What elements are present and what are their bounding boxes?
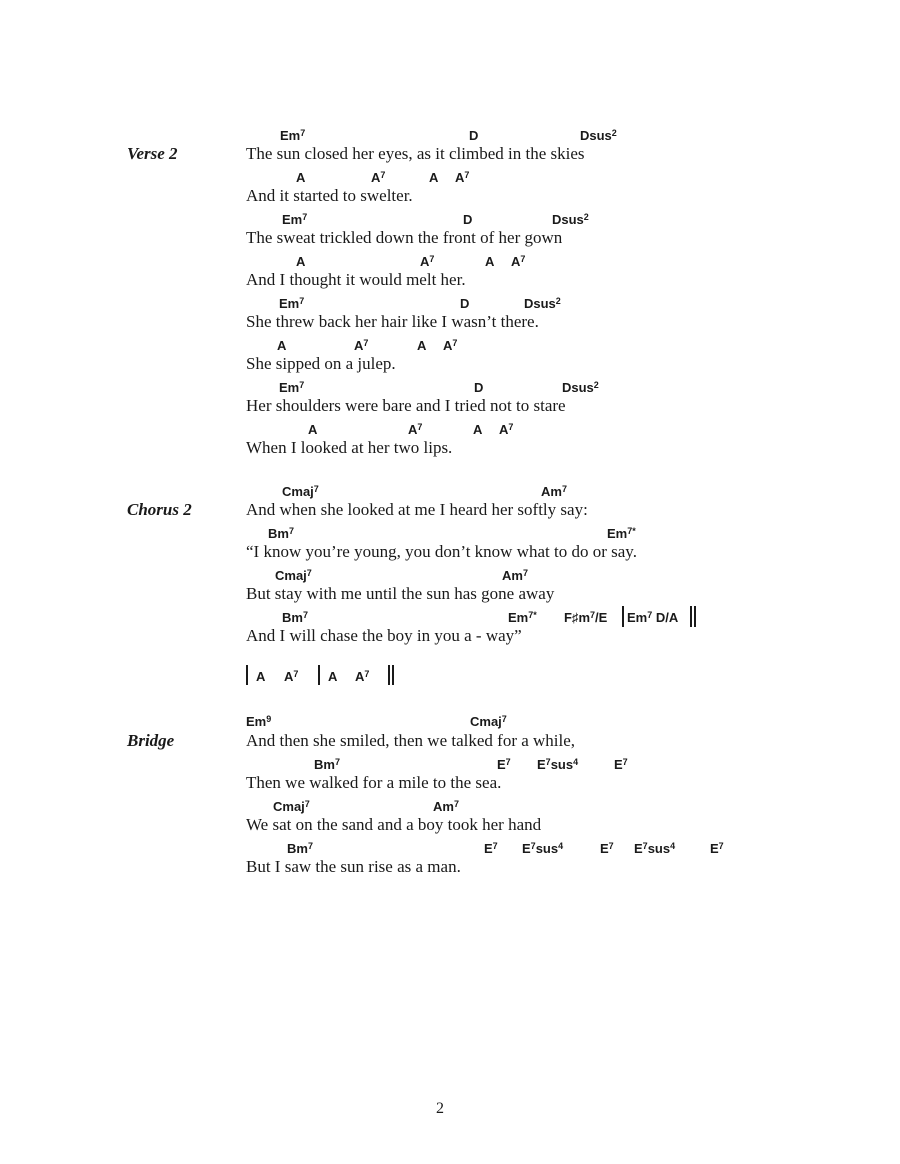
chord-fsharp-m7-over-e: $F♯m^7/E$ bbox=[564, 610, 608, 625]
chord-cmaj7: Cmaj$^7$ bbox=[470, 714, 507, 729]
chord-a7: $A^7$ bbox=[455, 170, 470, 185]
bar-line bbox=[694, 606, 696, 627]
chord-am7: Am$^7$ bbox=[433, 799, 459, 814]
lyric-line: Her shoulders were bare and I tried not to stare bbox=[246, 396, 566, 415]
chord-em7-d-over-a: Em$^7$ D/A bbox=[627, 610, 679, 625]
lyric-line: And then she smiled, then we talked for a while, bbox=[246, 731, 576, 750]
bar-line bbox=[392, 665, 394, 685]
chord-a7: $A^7$ bbox=[284, 669, 299, 684]
chord-e7sus4: $E^7sus^4$ bbox=[634, 841, 676, 856]
chord-em7-star: $Em^{7*}$ bbox=[607, 526, 636, 541]
chord-a: A bbox=[328, 669, 338, 684]
chord-cmaj7: Cmaj$^7$ bbox=[275, 568, 312, 583]
chord-a7: $A^7$ bbox=[354, 338, 369, 353]
chord-am7: Am$^7$ bbox=[502, 568, 528, 583]
chord-em9: Em$^9$ bbox=[246, 714, 272, 729]
chord-e7sus4: $E^7sus^4$ bbox=[522, 841, 564, 856]
chord-em7: Em$^7$ bbox=[279, 296, 305, 311]
chord-a: A bbox=[256, 669, 266, 684]
chord-bm7: Bm$^7$ bbox=[268, 526, 294, 541]
chord-e7: $E^7$ bbox=[497, 757, 511, 772]
lyric-line: She threw back her hair like I wasn’t there. bbox=[246, 312, 539, 331]
chord-a: A bbox=[473, 422, 483, 437]
chord-a7: $A^7$ bbox=[499, 422, 514, 437]
chord-a7: $A^7$ bbox=[420, 254, 435, 269]
chord-d: D bbox=[463, 212, 473, 227]
lyric-line: She sipped on a julep. bbox=[246, 354, 396, 373]
bar-line bbox=[246, 665, 248, 685]
lyric-line: And it started to swelter. bbox=[246, 186, 413, 205]
chord-a: A bbox=[296, 254, 306, 269]
chord-d: D bbox=[460, 296, 470, 311]
lyric-line: Then we walked for a mile to the sea. bbox=[246, 773, 502, 792]
lyric-line: The sweat trickled down the front of her gown bbox=[246, 228, 563, 247]
chord-a7: $A^7$ bbox=[511, 254, 526, 269]
chord-em7-star: $Em^{7*}$ bbox=[508, 610, 537, 625]
lyric-line: And I will chase the boy in you a - way” bbox=[246, 626, 522, 645]
chord-dsus2: Dsus$^2$ bbox=[562, 380, 599, 395]
chord-dsus2: Dsus$^2$ bbox=[552, 212, 589, 227]
lyric-line: We sat on the sand and a boy took her hand bbox=[246, 815, 542, 834]
chord-d: D bbox=[474, 380, 484, 395]
chord-cmaj7: Cmaj$^7$ bbox=[282, 484, 319, 499]
chord-a7: $A^7$ bbox=[355, 669, 370, 684]
chord-e7: $E^7$ bbox=[600, 841, 614, 856]
chord-a7: $A^7$ bbox=[408, 422, 423, 437]
chord-a: A bbox=[485, 254, 495, 269]
lyric-line: When I looked at her two lips. bbox=[246, 438, 453, 457]
chord-e7: $E^7$ bbox=[710, 841, 724, 856]
chord-a: A bbox=[296, 170, 306, 185]
lyric-line: But I saw the sun rise as a man. bbox=[246, 857, 461, 876]
chord-dsus2: Dsus$^2$ bbox=[580, 128, 617, 143]
chord-e7sus4: $E^7sus^4$ bbox=[537, 757, 579, 772]
lyric-line: But stay with me until the sun has gone away bbox=[246, 584, 555, 603]
lyric-line: And when she looked at me I heard her softly say: bbox=[246, 500, 588, 519]
lyric-line: The sun closed her eyes, as it climbed in the skies bbox=[246, 144, 585, 163]
page-number: 2 bbox=[436, 1100, 444, 1117]
chord-a: A bbox=[277, 338, 287, 353]
chord-a: A bbox=[308, 422, 318, 437]
chord-a: A bbox=[417, 338, 427, 353]
lyric-line: “I know you’re young, you don’t know what to do or say. bbox=[246, 542, 637, 561]
bar-line bbox=[318, 665, 320, 685]
chord-d: D bbox=[469, 128, 479, 143]
chord-a7: $A^7$ bbox=[443, 338, 458, 353]
bar-line bbox=[622, 606, 624, 627]
chord-cmaj7: Cmaj$^7$ bbox=[273, 799, 310, 814]
chord-bm7: Bm$^7$ bbox=[314, 757, 340, 772]
chord-em7: Em$^7$ bbox=[279, 380, 305, 395]
chord-em7: Em$^7$ bbox=[282, 212, 308, 227]
chord-am7: Am$^7$ bbox=[541, 484, 567, 499]
chord-bm7: Bm$^7$ bbox=[287, 841, 313, 856]
section-label-chorus-2: Chorus 2 bbox=[127, 500, 192, 519]
section-label-bridge: Bridge bbox=[127, 731, 175, 750]
chord-e7: $E^7$ bbox=[484, 841, 498, 856]
chord-a7: $A^7$ bbox=[371, 170, 386, 185]
lyric-line: And I thought it would melt her. bbox=[246, 270, 466, 289]
section-label-verse-2: Verse 2 bbox=[127, 144, 178, 163]
chord-em7: Em$^7$ bbox=[280, 128, 306, 143]
bar-line bbox=[388, 665, 390, 685]
chord-dsus2: Dsus$^2$ bbox=[524, 296, 561, 311]
chord-e7: $E^7$ bbox=[614, 757, 628, 772]
chord-a: A bbox=[429, 170, 439, 185]
bar-line bbox=[690, 606, 692, 627]
chord-bm7: Bm$^7$ bbox=[282, 610, 308, 625]
